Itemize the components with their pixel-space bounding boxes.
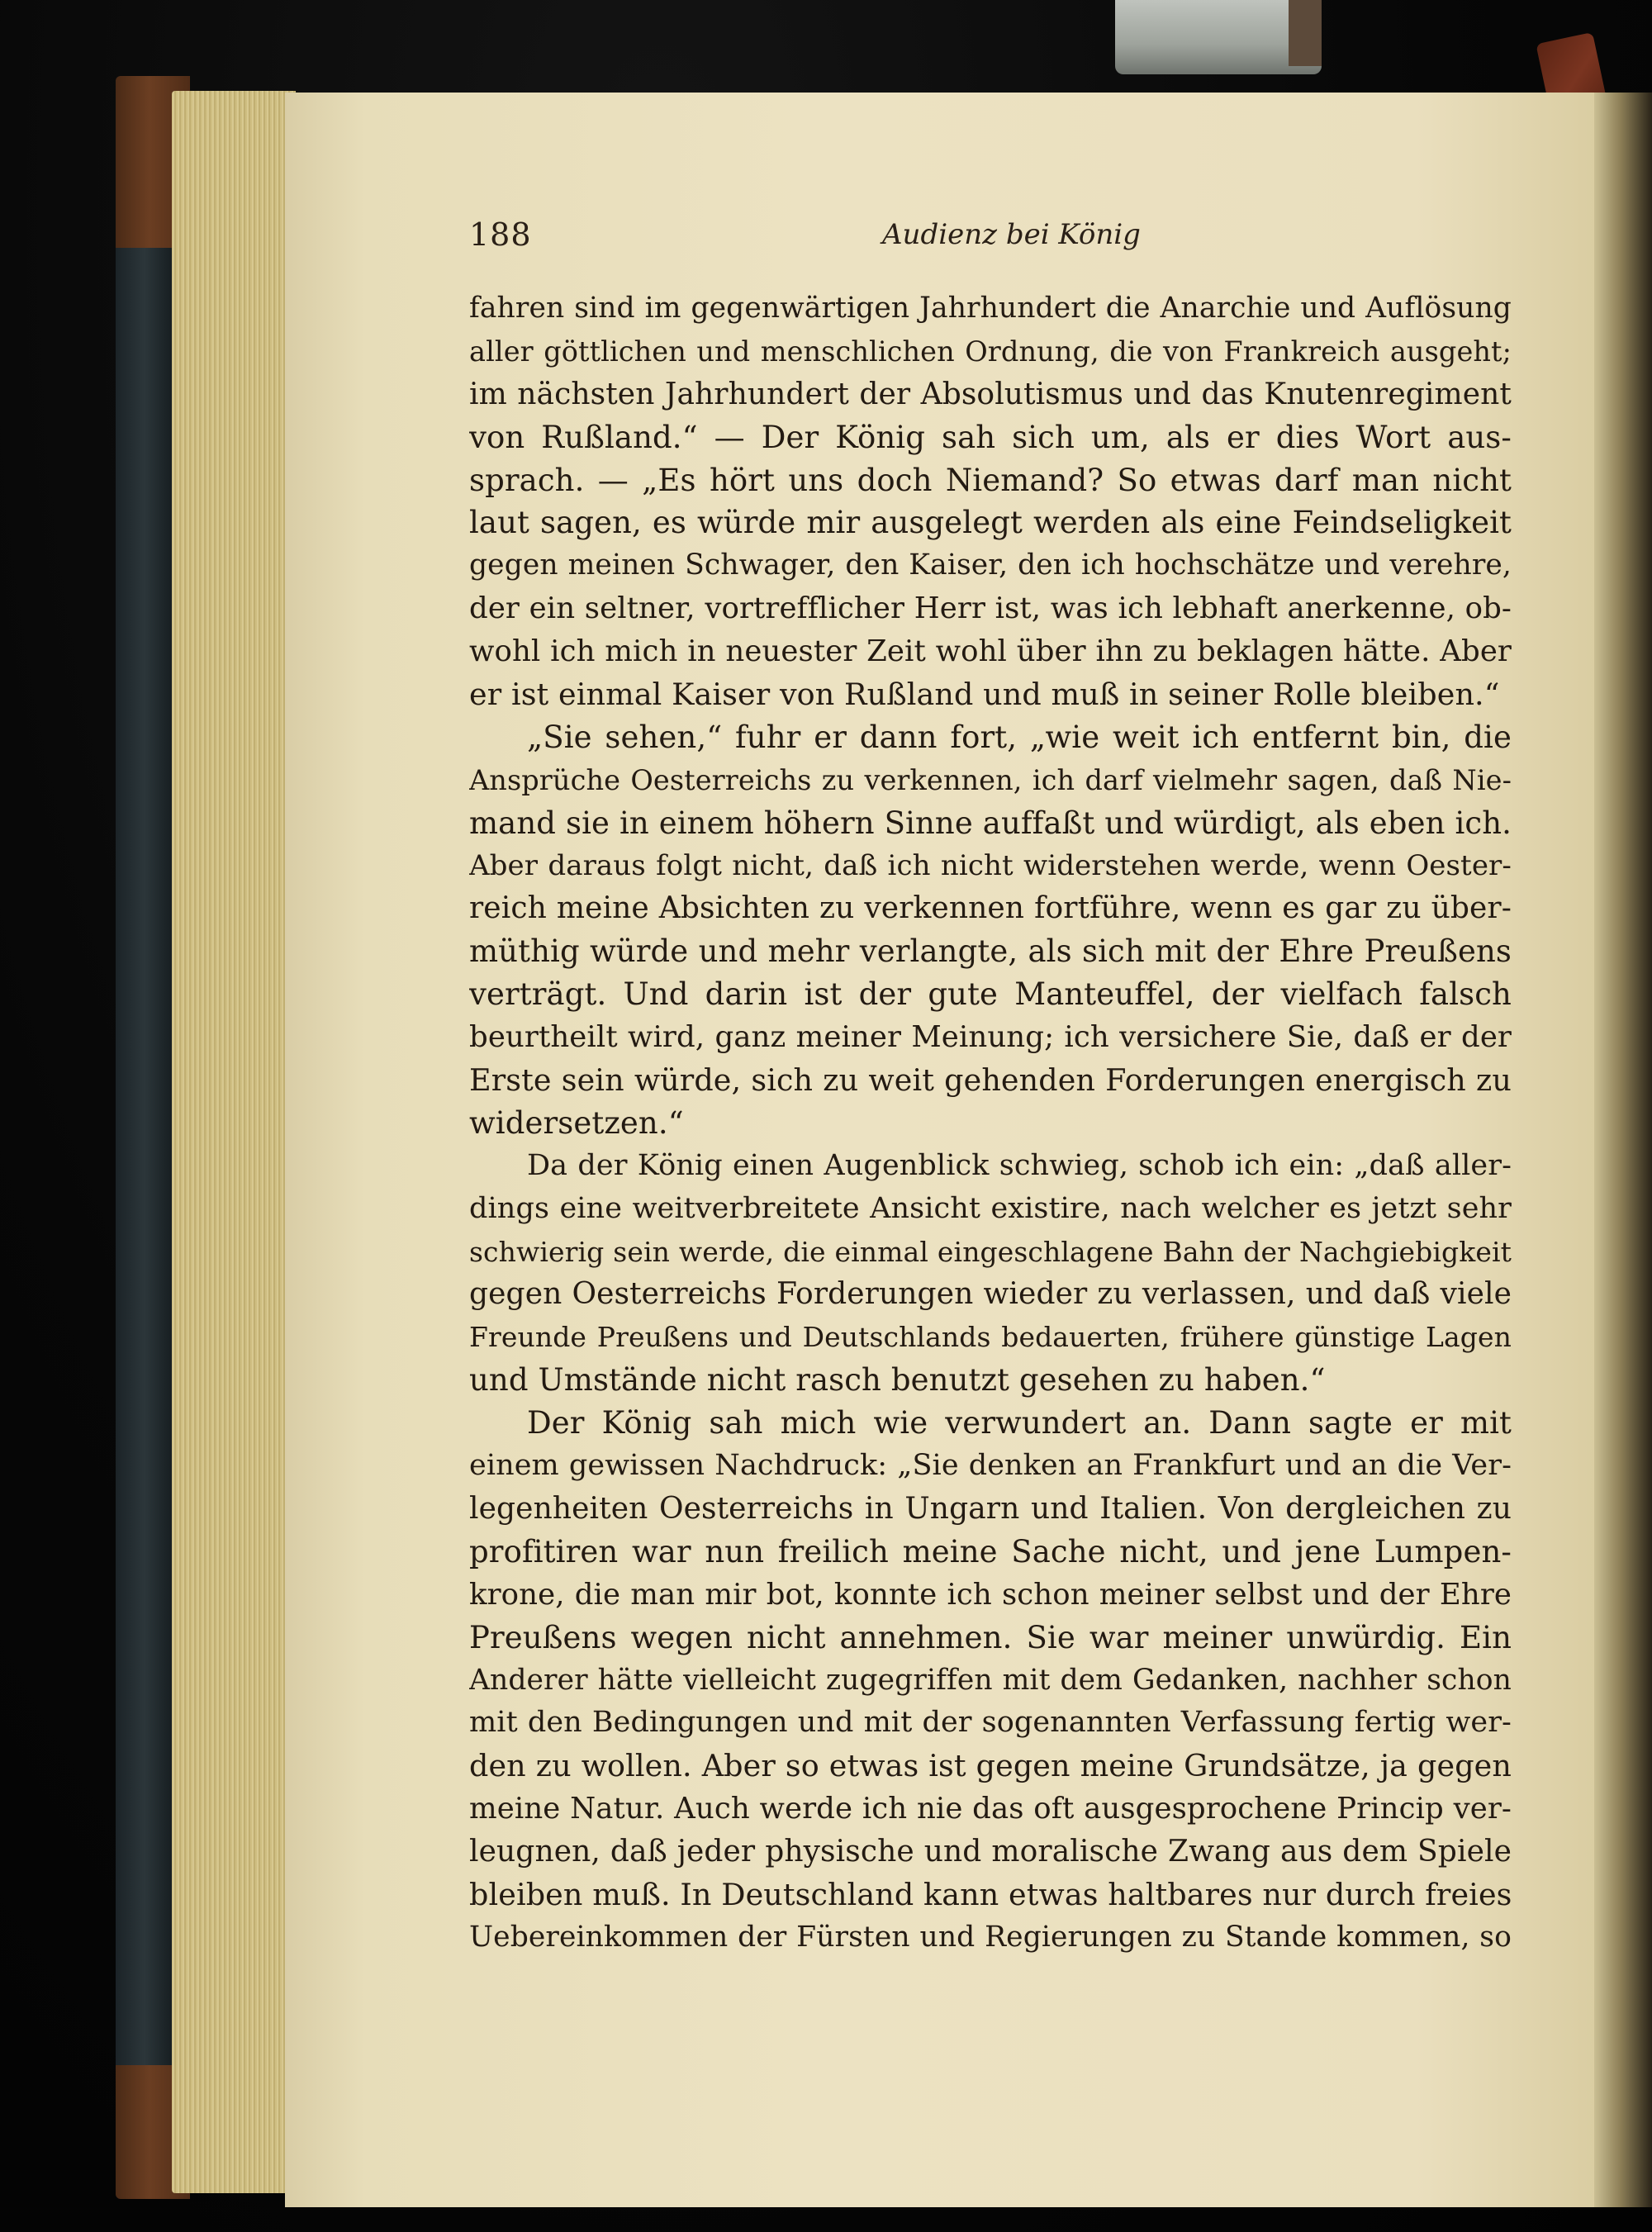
text-line: Der König sah mich wie verwundert an. Dann sagte er mit [527,1405,1512,1441]
text-line: er ist einmal Kaiser von Rußland und muß in seiner Rolle bleiben.“ [469,677,1500,713]
text-line: aller göttlichen und menschlichen Ordnung, die von Frankreich ausgeht; [469,335,1512,368]
text-line: einem gewissen Nachdruck: „Sie denken an Frankfurt und an die Ver- [469,1449,1512,1483]
text-line: gegen Oesterreichs Forderungen wieder zu verlassen, und daß viele [469,1277,1512,1312]
text-line: mit den Bedingungen und mit der sogenannten Verfassung fertig wer- [469,1706,1512,1740]
page-edges [172,91,296,2193]
text-line: Da der König einen Augenblick schwieg, schob ich ein: „daß aller- [527,1148,1512,1182]
text-line: Freunde Preußens und Deutschlands bedauerten, frühere günstige Lagen [469,1321,1512,1354]
text-line: beurtheilt wird, ganz meiner Meinung; ich versichere Sie, daß er der [469,1020,1512,1055]
text-line: fahren sind im gegenwärtigen Jahrhundert die Anarchie und Auflösung [469,292,1512,325]
text-line: der ein seltner, vortrefflicher Herr ist, was ich lebhaft anerkenne, ob- [469,591,1512,626]
text-line: „Sie sehen,“ fuhr er dann fort, „wie weit ich entfernt bin, die [527,719,1512,755]
text-line: dings eine weitverbreitete Ansicht existire, nach welcher es jetzt sehr [469,1191,1512,1225]
text-line: Aber daraus folgt nicht, daß ich nicht widerstehen werde, wenn Oester- [469,848,1512,882]
text-line: im nächsten Jahrhundert der Absolutismus und das Knutenregiment [469,377,1512,411]
text-line: Erste sein würde, sich zu weit gehenden Forderungen energisch zu [469,1062,1512,1099]
text-line: legenheiten Oesterreichs in Ungarn und Italien. Von dergleichen zu [469,1491,1512,1526]
text-line: und Umstände nicht rasch benutzt gesehen zu haben.“ [469,1362,1326,1399]
text-line: müthig würde und mehr verlangte, als sich mit der Ehre Preußens [469,933,1512,970]
text-line: profitiren war nun freilich meine Sache nicht, und jene Lumpen- [469,1533,1512,1570]
text-line: krone, die man mir bot, konnte ich schon meiner selbst und der Ehre [469,1577,1512,1612]
text-line: den zu wollen. Aber so etwas ist gegen meine Grundsätze, ja gegen [469,1748,1512,1784]
text-line: Ansprüche Oesterreichs zu verkennen, ich darf vielmehr sagen, daß Nie- [469,763,1512,796]
text-line: laut sagen, es würde mir ausgelegt werden als eine Feindseligkeit [469,505,1512,541]
running-head: Audienz bei König [882,218,1141,251]
text-line: Uebereinkommen der Fürsten und Regierungen zu Stande kommen, so [469,1920,1512,1954]
text-line: bleiben muß. In Deutschland kann etwas haltbares nur durch freies [469,1876,1512,1912]
text-line: verträgt. Und darin ist der gute Manteuffel, der vielfach falsch [469,976,1512,1013]
text-line: mand sie in einem höhern Sinne auffaßt und würdigt, als eben ich. [469,805,1512,841]
text-line: Preußens wegen nicht annehmen. Sie war meiner unwürdig. Ein [469,1619,1512,1655]
text-line: gegen meinen Schwager, den Kaiser, den ich hochschätze und verehre, [469,549,1512,582]
clasp-tab [1289,0,1322,66]
text-line: sprach. — „Es hört uns doch Niemand? So etwas darf man nicht [469,462,1512,498]
text-line: wohl ich mich in neuester Zeit wohl über ihn zu beklagen hätte. Aber [469,634,1512,669]
body-text [469,287,1512,1959]
text-line: meine Natur. Auch werde ich nie das oft ausgesprochene Princip ver- [469,1792,1512,1826]
book-spine-band [116,248,173,2065]
text-line: leugnen, daß jeder physische und moralische Zwang aus dem Spiele [469,1835,1512,1869]
page-number: 188 [469,216,532,253]
text-line: reich meine Absichten zu verkennen fortführe, wenn es gar zu über- [469,891,1512,926]
page-right-edge [1594,93,1652,2207]
text-line: von Rußland.“ — Der König sah sich um, als er dies Wort aus- [469,419,1512,455]
text-line: widersetzen.“ [469,1104,684,1141]
text-line: schwierig sein werde, die einmal eingeschlagene Bahn der Nachgiebigkeit [469,1235,1512,1268]
page-header [469,216,1510,266]
text-line: Anderer hätte vielleicht zugegriffen mit dem Gedanken, nachher schon [469,1663,1512,1697]
